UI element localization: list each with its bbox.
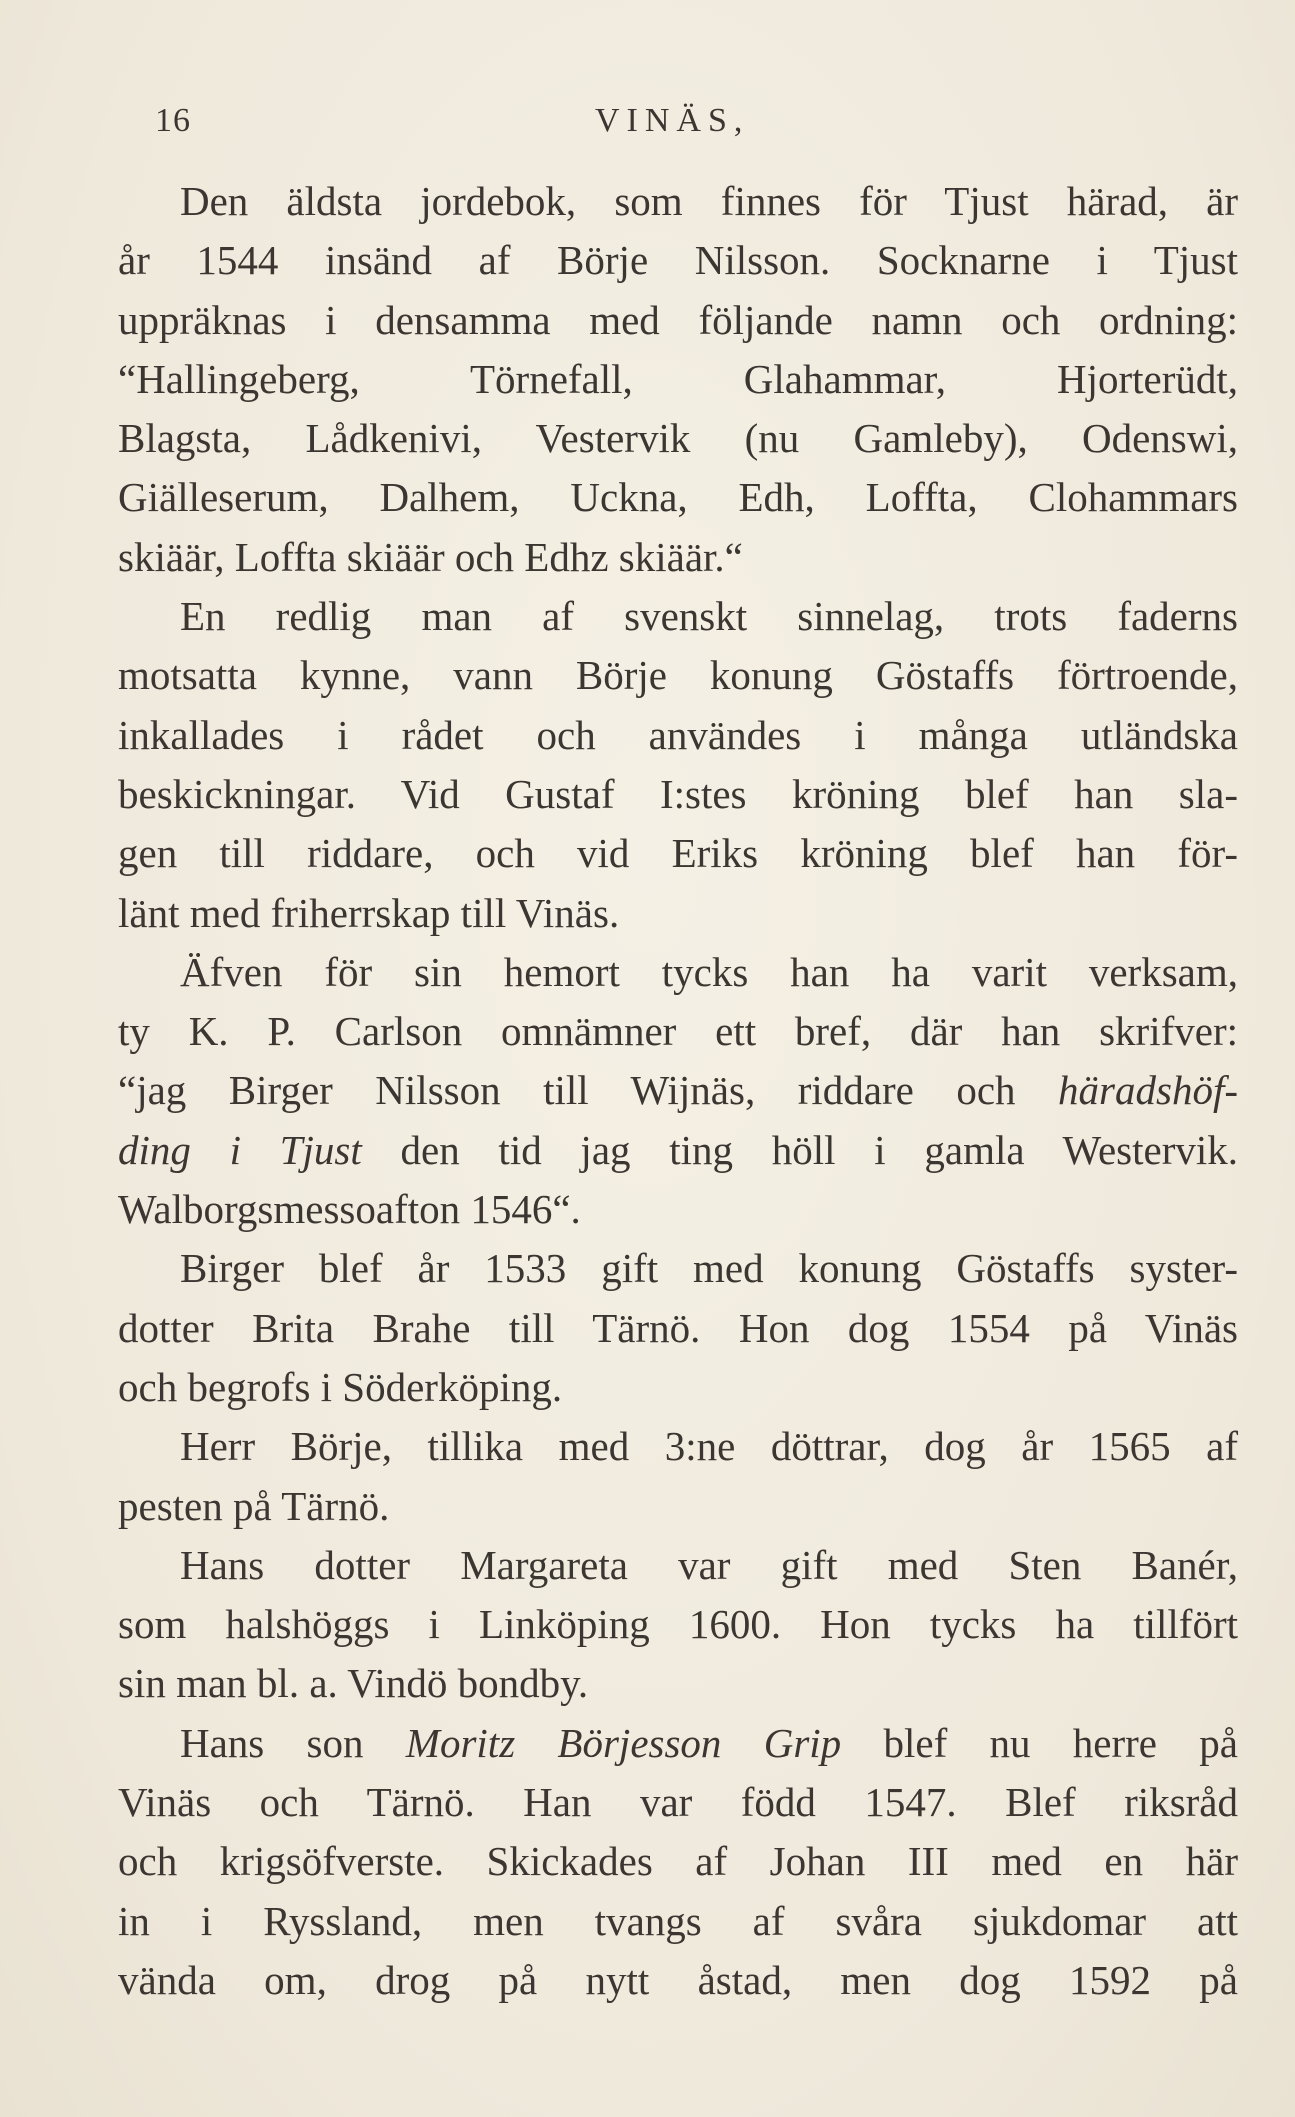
text-segment: gen till riddare, och vid Eriks kröning blef han för- xyxy=(118,830,1238,877)
text-line xyxy=(118,1121,1238,1180)
text-segment: som halshöggs i Linköping 1600. Hon tycks ha tillfört xyxy=(118,1601,1238,1648)
italic-text-segment: Moritz Börjesson Grip xyxy=(405,1719,842,1766)
page-number: 16 xyxy=(155,102,191,139)
text-segment: sin man bl. a. Vindö bondby. xyxy=(118,1660,589,1707)
text-line xyxy=(118,528,1238,587)
text-line xyxy=(118,646,1238,705)
text-segment: länt med friherrskap till Vinäs. xyxy=(118,889,620,936)
text-line xyxy=(118,765,1238,824)
text-segment: pesten på Tärnö. xyxy=(118,1482,390,1529)
text-segment: Vinäs och Tärnö. Han var född 1547. Blef riksråd xyxy=(118,1779,1238,1826)
text-line xyxy=(118,1892,1238,1951)
text-line xyxy=(118,468,1238,527)
text-line xyxy=(118,1832,1238,1891)
text-segment: uppräknas i densamma med följande namn och ordning: xyxy=(118,296,1238,343)
text-segment: Äfven för sin hemort tycks han ha varit verksam, xyxy=(180,948,1238,995)
text-segment: Hans dotter Margareta var gift med Sten Banér, xyxy=(180,1541,1238,1588)
text-line xyxy=(118,587,1238,646)
text-line xyxy=(118,291,1238,350)
italic-text-segment: ding i Tjust xyxy=(118,1126,362,1173)
text-line xyxy=(118,231,1238,290)
running-head xyxy=(155,96,1235,146)
text-line xyxy=(118,1180,1238,1239)
text-line xyxy=(118,1299,1238,1358)
italic-text-segment: häradshöf- xyxy=(1058,1067,1238,1114)
text-segment: blef nu herre på xyxy=(841,1719,1238,1766)
body-text xyxy=(118,172,1238,2010)
text-line xyxy=(118,1477,1238,1536)
text-line xyxy=(118,172,1238,231)
text-line xyxy=(118,706,1238,765)
text-segment: in i Ryssland, men tvangs af svåra sjukdomar att xyxy=(118,1897,1238,1944)
text-line xyxy=(118,1773,1238,1832)
text-line xyxy=(118,1239,1238,1298)
text-segment: år 1544 insänd af Börje Nilsson. Socknarne i Tjust xyxy=(118,237,1238,284)
text-segment: vända om, drog på nytt åstad, men dog 1592 på xyxy=(118,1956,1238,2003)
text-line xyxy=(118,1002,1238,1061)
text-segment: den tid jag ting höll i gamla Westervik. xyxy=(361,1126,1238,1173)
text-segment: Giälleserum, Dalhem, Uckna, Edh, Loffta, Clohammars xyxy=(118,474,1238,521)
text-line xyxy=(118,1061,1238,1120)
text-line xyxy=(118,1714,1238,1773)
text-segment: Hans son xyxy=(180,1719,406,1766)
text-line xyxy=(118,884,1238,943)
text-segment: motsatta kynne, vann Börje konung Göstaffs förtroende, xyxy=(118,652,1238,699)
text-segment: Den äldsta jordebok, som finnes för Tjust härad, är xyxy=(180,178,1238,224)
text-line xyxy=(118,1536,1238,1595)
text-line xyxy=(118,350,1238,409)
text-segment: Birger blef år 1533 gift med konung Göstaffs syster- xyxy=(180,1245,1238,1292)
text-segment: och krigsöfverste. Skickades af Johan III med en här xyxy=(118,1838,1238,1885)
running-title: VINÄS, xyxy=(595,102,750,139)
text-line xyxy=(118,409,1238,468)
text-segment: ty K. P. Carlson omnämner ett bref, där han skrifver: xyxy=(118,1008,1238,1055)
text-segment: En redlig man af svenskt sinnelag, trots faderns xyxy=(180,593,1238,640)
text-segment: Blagsta, Lådkenivi, Vestervik (nu Gamleby), Odenswi, xyxy=(118,415,1238,462)
text-line xyxy=(118,1654,1238,1713)
text-line xyxy=(118,943,1238,1002)
text-line xyxy=(118,1595,1238,1654)
text-segment: inkallades i rådet och användes i många utländska xyxy=(118,711,1238,758)
text-line xyxy=(118,1951,1238,2010)
text-segment: och begrofs i Söderköping. xyxy=(118,1363,563,1410)
text-segment: Herr Börje, tillika med 3:ne döttrar, dog år 1565 af xyxy=(180,1423,1238,1470)
text-segment: “jag Birger Nilsson till Wijnäs, riddare och xyxy=(118,1067,1059,1114)
text-segment: Walborgsmessoafton 1546“. xyxy=(118,1186,581,1233)
text-segment: “Hallingeberg, Törnefall, Glahammar, Hjorterüdt, xyxy=(118,355,1238,402)
text-line xyxy=(118,824,1238,883)
text-line xyxy=(118,1358,1238,1417)
text-line xyxy=(118,1417,1238,1476)
text-segment: dotter Brita Brahe till Tärnö. Hon dog 1554 på Vinäs xyxy=(118,1304,1238,1351)
text-segment: beskickningar. Vid Gustaf I:stes kröning blef han sla- xyxy=(118,770,1238,817)
text-segment: skiäär, Loffta skiäär och Edhz skiäär.“ xyxy=(118,533,743,580)
